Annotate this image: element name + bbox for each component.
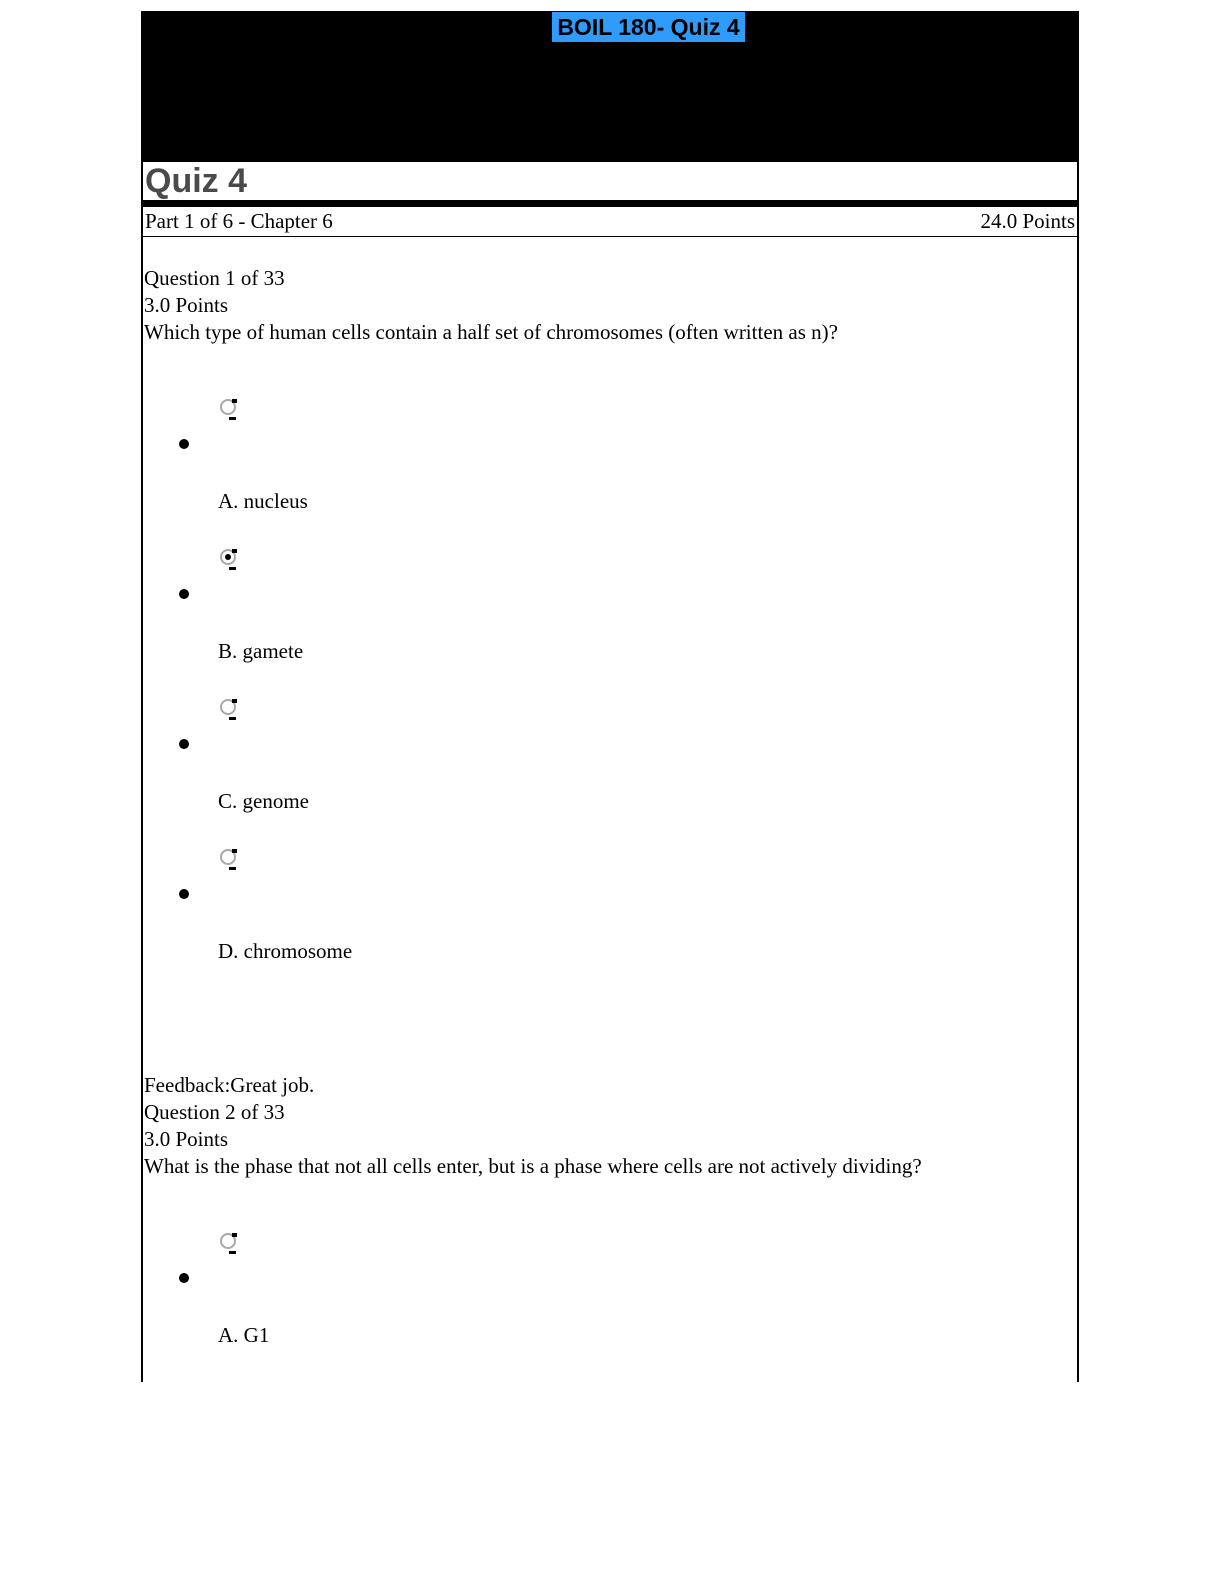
question-number: Question 2 of 33 (144, 1100, 285, 1124)
quiz-document (141, 11, 1079, 1382)
part-label: Part 1 of 6 - Chapter 6 (145, 209, 333, 233)
radio-button-q1-c[interactable] (220, 699, 236, 715)
answer-options-q2 (144, 1233, 1076, 1349)
question-text: What is the phase that not all cells enter, but is a phase where cells are not actively dividing? (144, 1154, 922, 1178)
part-points: 24.0 Points (980, 209, 1075, 233)
option-label: D. chromosome (218, 939, 353, 963)
list-bullet-icon (179, 889, 189, 899)
answer-option-q1-b (144, 549, 1076, 665)
radio-button-q1-b[interactable] (220, 549, 236, 565)
radio-button-q1-d[interactable] (220, 849, 236, 865)
list-bullet-icon (179, 739, 189, 749)
answer-option-q1-c (144, 699, 1076, 815)
list-bullet-icon (179, 589, 189, 599)
quiz-body (141, 237, 1079, 1382)
redacted-header-block (141, 11, 1079, 162)
page-title: Quiz 4 (145, 162, 248, 200)
question-points: 3.0 Points (144, 293, 229, 317)
feedback-text: Feedback:Great job. (144, 1073, 315, 1097)
list-bullet-icon (179, 1273, 189, 1283)
answer-option-q2-a (144, 1233, 1076, 1349)
option-label: A. nucleus (218, 489, 308, 513)
divider-bar (141, 200, 1079, 207)
part-header-row (141, 207, 1079, 237)
answer-option-q1-d (144, 849, 1076, 965)
answer-option-q1-a (144, 399, 1076, 515)
question-points: 3.0 Points (144, 1127, 229, 1151)
option-label: B. gamete (218, 639, 304, 663)
question-block-2 (144, 1072, 1076, 1349)
option-label: C. genome (218, 789, 309, 813)
answer-options-q1 (144, 399, 1076, 965)
quiz-heading-band (141, 162, 1079, 200)
list-bullet-icon (179, 439, 189, 449)
question-text: Which type of human cells contain a half set of chromosomes (often written as n)? (144, 320, 838, 344)
course-title: BOIL 180- Quiz 4 (552, 12, 744, 42)
radio-button-q1-a[interactable] (220, 399, 236, 415)
option-label: A. G1 (218, 1323, 270, 1347)
radio-button-q2-a[interactable] (220, 1233, 236, 1249)
question-number: Question 1 of 33 (144, 266, 285, 290)
question-block-1 (144, 265, 1076, 965)
